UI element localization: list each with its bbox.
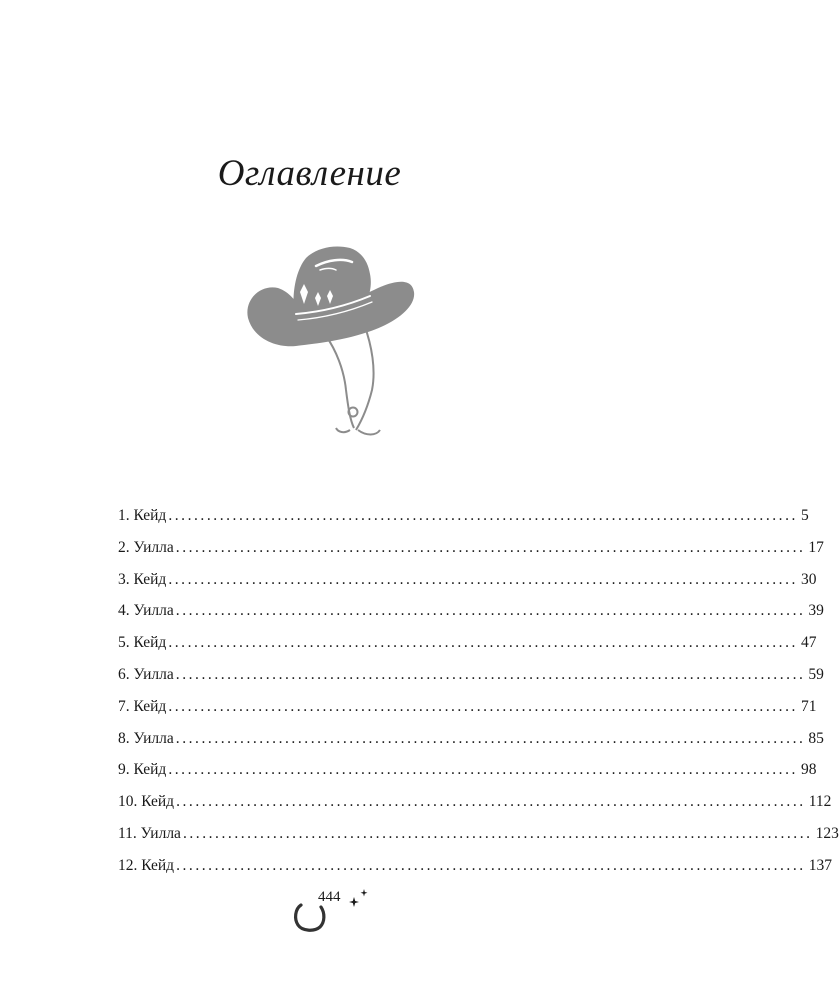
toc-entry-title: 10. Кейд <box>118 793 175 811</box>
sparkle-icon <box>346 887 372 909</box>
toc-entry-page: 5 <box>800 507 809 524</box>
toc-entry-page: 123 <box>815 824 839 842</box>
toc-entry-title: 9. Кейд <box>118 761 167 779</box>
toc-leader-dots: .................................................................................................. <box>176 856 806 874</box>
page-number: 444 <box>318 889 341 905</box>
toc-entry[interactable] <box>118 696 817 728</box>
toc-entry-title: 6. Уилла <box>118 665 174 683</box>
toc-entry[interactable] <box>118 537 824 569</box>
toc-entry-title: 4. Уилла <box>118 602 174 620</box>
toc-leader-dots: .................................................................................................. <box>168 761 798 779</box>
toc-entry-page: 71 <box>800 697 817 715</box>
toc-entry[interactable] <box>118 855 832 887</box>
toc-entry-title: 8. Уилла <box>118 729 174 747</box>
toc-entry[interactable] <box>118 823 839 855</box>
toc-entry[interactable] <box>118 632 817 664</box>
toc-leader-dots: .................................................................................................. <box>175 602 806 620</box>
toc-entry[interactable] <box>118 728 824 760</box>
toc-entry-page: 30 <box>800 570 817 588</box>
toc-entry[interactable] <box>118 600 824 632</box>
toc-leader-dots: .................................................................................................. <box>175 538 806 556</box>
toc-entry-page: 85 <box>808 729 824 747</box>
toc-entry-page: 17 <box>808 538 824 556</box>
toc-entry-page: 59 <box>808 665 824 683</box>
toc-entry-page: 47 <box>800 634 817 652</box>
toc-entry-title: 1. Кейд <box>118 507 167 524</box>
cowboy-hat-icon <box>238 240 418 450</box>
toc-entry-title: 3. Кейд <box>118 570 167 588</box>
toc-entry-page: 112 <box>808 793 832 811</box>
toc-leader-dots: .................................................................................................. <box>168 697 798 715</box>
toc-entry-title: 12. Кейд <box>118 856 175 874</box>
toc-entry-title: 11. Уилла <box>118 824 181 842</box>
toc-entry[interactable] <box>118 759 817 791</box>
toc-entry-page: 39 <box>808 602 824 620</box>
toc-entry-page: 137 <box>808 856 832 874</box>
toc-entry[interactable] <box>118 791 832 823</box>
page-title: Оглавление <box>217 153 402 194</box>
toc-entry-page: 98 <box>800 761 817 779</box>
toc-entry[interactable] <box>118 664 824 696</box>
table-of-contents <box>118 505 839 887</box>
toc-leader-dots: .................................................................................................. <box>168 507 798 524</box>
page-footer <box>286 885 376 935</box>
toc-leader-dots: .................................................................................................. <box>175 665 806 683</box>
toc-entry-title: 7. Кейд <box>118 697 167 715</box>
toc-leader-dots: .................................................................................................. <box>175 729 806 747</box>
toc-leader-dots: .................................................................................................. <box>176 793 806 811</box>
toc-entry[interactable] <box>118 505 809 537</box>
toc-entry-title: 5. Кейд <box>118 634 167 652</box>
toc-entry[interactable] <box>118 569 817 601</box>
toc-leader-dots: .................................................................................................. <box>168 634 798 652</box>
toc-entry-title: 2. Уилла <box>118 538 174 556</box>
toc-leader-dots: .................................................................................................. <box>168 570 798 588</box>
toc-leader-dots: .................................................................................................. <box>182 824 813 842</box>
